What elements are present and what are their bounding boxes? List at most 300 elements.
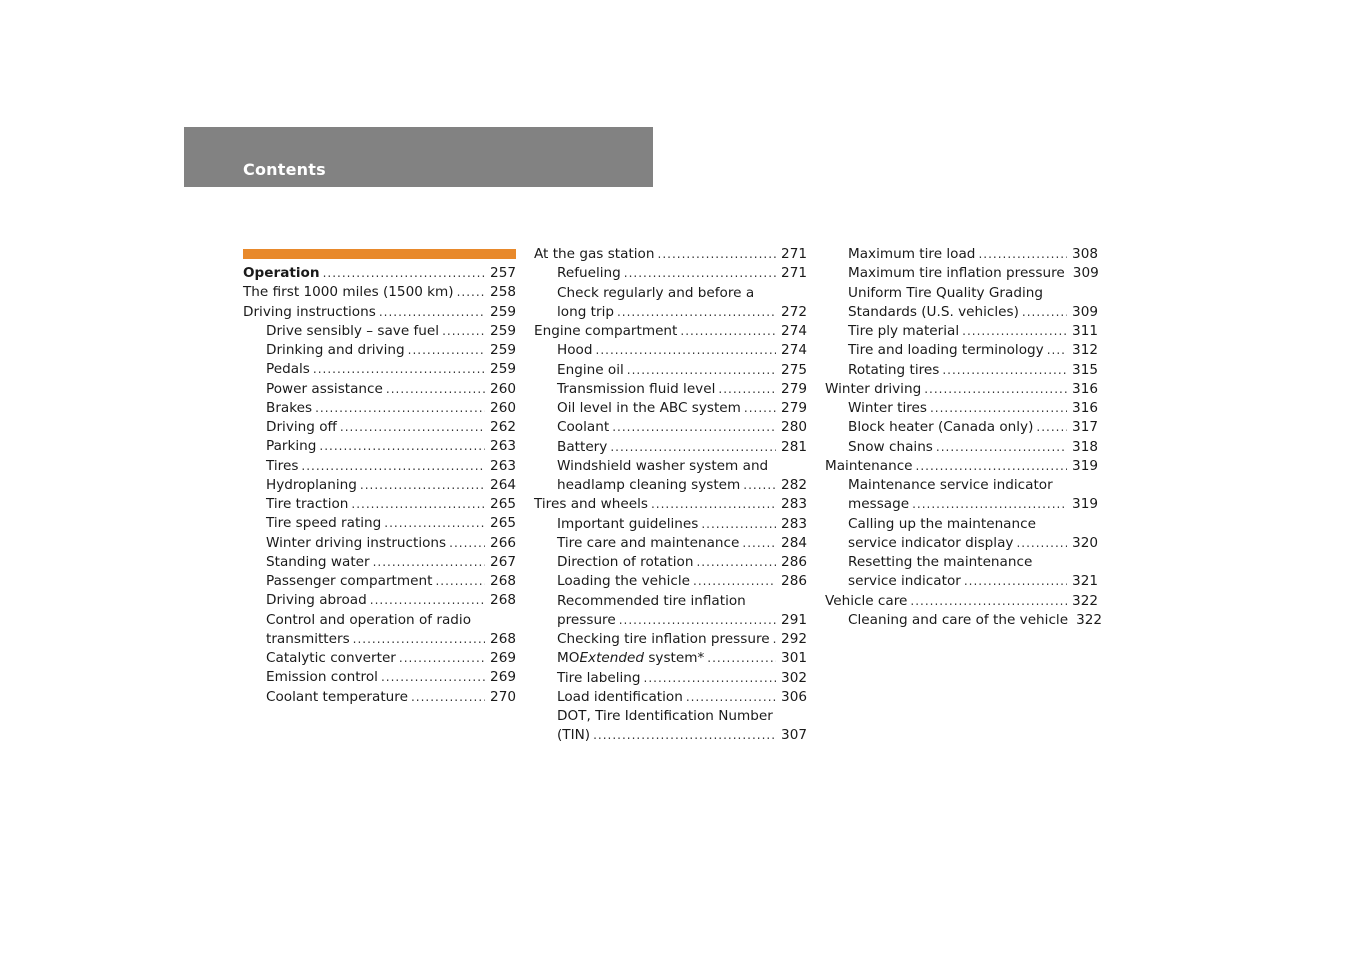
toc-entry-title [557,264,621,283]
dot-leader [399,649,485,668]
dot-leader [936,438,1067,457]
dot-leader [408,341,485,360]
toc-entry-title [266,514,381,533]
toc-page-number: 275 [781,361,807,378]
dot-leader [612,418,776,437]
toc-page-number: 292 [781,631,807,647]
toc-entry[interactable] [243,360,516,379]
dot-leader [351,495,485,514]
toc-entry-title-part: Tire speed rating [266,515,382,532]
dot-leader [644,669,776,688]
dot-leader [373,553,485,572]
toc-page-number: 265 [490,515,516,532]
toc-page-number: 274 [781,342,807,359]
toc-entry-title [266,418,337,437]
toc-page-number: 259 [490,361,516,378]
toc-column-3 [825,245,1103,630]
dot-leader [718,380,776,399]
toc-entry[interactable] [243,649,516,668]
toc-entry[interactable] [534,380,807,399]
toc-entry-title [825,592,907,611]
toc-entry-title [243,264,320,283]
dot-leader [707,649,776,668]
dot-leader [1022,303,1067,322]
dot-leader [693,572,776,591]
toc-entry-title-part: Hydroplaning [266,476,357,493]
toc-entry[interactable] [243,264,516,283]
toc-entry-title-part: Parking [266,438,317,455]
toc-entry-title: Check regularly and before a [557,284,755,301]
dot-leader [924,380,1067,399]
toc-page-number: 318 [1072,438,1098,455]
dot-leader [315,399,485,418]
toc-entry[interactable] [243,553,516,572]
toc-entry[interactable] [825,361,1098,380]
toc-entry-title [848,399,927,418]
toc-page-number: 280 [781,419,807,436]
toc-entry[interactable] [243,591,516,610]
toc-entry[interactable] [243,418,516,437]
toc-entry[interactable] [825,515,1098,554]
toc-entry-title [266,360,310,379]
toc-entry-title: DOT, Tire Identification Number [557,708,773,724]
dot-leader [658,245,777,264]
dot-leader [435,572,485,591]
toc-page-number: 309 [1072,303,1098,320]
toc-entry-title [557,630,770,649]
page-title: Contents [243,160,326,179]
toc-entry[interactable] [825,341,1098,360]
toc-entry-title [848,341,1044,360]
toc-entry[interactable] [243,283,516,302]
toc-page-number: 283 [781,496,807,513]
toc-entry[interactable] [534,592,807,631]
dot-leader [457,283,485,302]
dot-leader [610,438,776,457]
toc-entry-title-part: Hood [557,342,593,359]
toc-entry-title [848,361,939,380]
toc-entry-title: Maintenance service indicator [848,477,1053,493]
toc-page-number: 302 [781,669,807,686]
toc-entry-title [557,399,741,418]
toc-entry-title [557,688,683,707]
dot-leader [1016,534,1067,553]
dot-leader [353,630,485,649]
toc-page-number: 269 [490,669,516,686]
toc-page-number: 260 [490,380,516,397]
toc-entry-title-part: Emission control [266,669,378,686]
toc-entry[interactable] [825,418,1098,437]
dot-leader [386,380,485,399]
toc-page-number: 283 [781,515,807,532]
toc-entry[interactable] [534,630,807,649]
dot-leader [624,264,776,283]
toc-page-number: 274 [781,323,807,339]
toc-entry-title-part: Driving instructions [243,303,376,320]
toc-entry-title-continued: Standards (U.S. vehicles) [848,303,1019,320]
toc-entry-title-part: Tire care and maintenance [557,534,740,551]
toc-entry-title-part: Maintenance [825,457,913,474]
toc-entry-title [243,283,454,302]
toc-entry[interactable] [534,553,807,572]
toc-entry-title [848,438,933,457]
toc-entry[interactable] [534,418,807,437]
dot-leader [593,726,776,745]
toc-entry-title [266,553,370,572]
toc-entry[interactable] [825,245,1098,264]
toc-entry-title [557,341,593,360]
dot-leader [596,341,777,360]
toc-entry-title [266,591,367,610]
dot-leader [619,611,776,630]
dot-leader [1036,418,1067,437]
toc-page-number: 272 [781,303,807,320]
toc-entry-title-continued: message [848,496,910,513]
toc-page-number: 286 [781,573,807,590]
toc-page-number: 268 [490,630,516,647]
toc-entry-title [848,418,1033,437]
toc-entry-title [825,457,913,476]
toc-entry[interactable] [825,438,1098,457]
toc-entry[interactable] [825,611,1103,630]
toc-entry-title [557,380,715,399]
toc-entry-title-part: Snow chains [848,438,933,455]
toc-entry[interactable] [534,688,807,707]
toc-entry-title-part: Tires [266,457,299,474]
dot-leader [617,303,776,322]
toc-entry-title [848,245,975,264]
dot-leader [384,514,485,533]
toc-entry-title [557,669,641,688]
toc-entry[interactable] [243,534,516,553]
toc-entry-title [266,668,378,687]
toc-entry-title-continued: service indicator display [848,534,1014,551]
dot-leader [319,437,485,456]
dot-leader [449,534,485,553]
toc-page-number: 262 [490,419,516,435]
toc-entry[interactable] [534,515,807,534]
toc-page-number: 260 [490,399,516,416]
dot-leader [930,399,1067,418]
dot-leader [340,418,485,437]
toc-page-number: 282 [781,477,807,493]
dot-leader [651,495,776,514]
dot-leader [411,688,485,707]
dot-leader [912,495,1067,514]
toc-entry-title [266,688,408,707]
section-accent-bar [243,249,516,259]
toc-entry-title [266,457,298,476]
toc-entry-title-part: Loading the vehicle [557,573,690,590]
toc-entry-title-part: Passenger compartment [266,573,433,589]
toc-page-number: 258 [490,284,516,301]
toc-page-number: 286 [781,554,807,570]
toc-entry[interactable] [534,438,807,457]
toc-entry-title-part: The first 1000 miles (1500 km) [243,284,454,301]
toc-entry-title: Resetting the maintenance [848,554,1033,570]
dot-leader [744,399,776,418]
toc-entry-title-continued: service indicator [848,573,961,590]
toc-entry-title-part: Vehicle care [825,592,908,609]
toc-entry-title: Control and operation of radio [266,611,472,628]
toc-entry-title-part: Tires and wheels [534,496,648,513]
toc-entry[interactable] [534,669,807,688]
toc-entry[interactable] [243,399,516,418]
dot-leader [301,457,485,476]
dot-leader [910,592,1067,611]
dot-leader [942,361,1067,380]
toc-entry-title [266,341,405,360]
toc-entry-title [557,534,739,553]
toc-entry-title-part: Winter driving instructions [266,534,447,551]
toc-entry-title-continued: (TIN) [557,727,591,744]
toc-entry-title [534,495,648,514]
toc-entry[interactable] [243,380,516,399]
toc-entry[interactable] [825,592,1098,611]
dot-leader [962,322,1067,341]
toc-entry-title-part: Operation [243,265,320,281]
toc-page-number: 309 [1072,265,1099,282]
dot-leader [686,688,776,707]
toc-page-number: 279 [781,400,807,416]
toc-entry-title-suffix: system* [644,650,705,667]
toc-entry[interactable] [534,707,807,746]
toc-entry-title [243,303,376,322]
toc-page-number: 269 [490,650,516,666]
toc-entry-title-part: Refueling [557,265,621,282]
toc-page-number: 301 [781,650,807,667]
toc-entry-title-part: Brakes [266,399,313,416]
toc-page-number: 306 [781,688,807,705]
toc-entry-title [557,515,698,534]
toc-entry-title-part: Battery [557,438,608,455]
dot-leader [696,553,776,572]
toc-page-number: 265 [490,496,516,512]
toc-entry-title: Recommended tire inflation [557,592,746,609]
toc-page-number: 284 [781,534,807,551]
toc-page-number: 308 [1072,246,1098,262]
toc-entry-title-part: MO [557,650,580,667]
toc-entry-title [266,572,432,591]
toc-entry-title [266,476,357,495]
toc-page-number: 281 [781,438,807,455]
dot-leader [442,322,485,341]
toc-entry-title-part: Tire ply material [848,323,960,339]
toc-entry[interactable] [534,264,807,283]
dot-leader [701,515,776,534]
toc-entry-title-part: Rotating tires [848,361,940,378]
toc-entry[interactable] [243,688,516,707]
toc-entry-title [848,322,959,341]
toc-page-number: 322 [1072,592,1098,609]
toc-entry[interactable] [534,534,807,553]
toc-entry[interactable] [825,284,1098,323]
dot-leader [743,476,776,495]
toc-page-number: 316 [1072,380,1098,397]
toc-page-number: 267 [490,553,516,570]
toc-entry-title-part: Winter tires [848,400,927,416]
dot-leader [627,361,776,380]
dot-leader [313,360,485,379]
toc-entry-title-part: Standing water [266,553,370,570]
toc-page-number: 311 [1072,323,1098,339]
dot-leader [978,245,1067,264]
toc-entry[interactable] [243,476,516,495]
dot-leader [1047,341,1067,360]
toc-entry-title-part: Power assistance [266,380,383,397]
toc-entry-title [557,553,693,572]
toc-entry-title-part: Transmission fluid level [557,380,716,397]
toc-entry-title [266,495,348,514]
toc-entry-title-part: Important guidelines [557,515,699,532]
toc-entry-title-continued: pressure [557,611,616,628]
toc-column-1 [243,264,516,707]
toc-entry[interactable] [534,341,807,360]
toc-page-number: 263 [490,438,516,455]
toc-entry-title-part: At the gas station [534,246,655,262]
toc-page-number: 259 [490,342,516,358]
toc-entry[interactable] [534,572,807,591]
toc-entry-title-part: Coolant [557,419,610,436]
toc-page-number: 257 [490,265,516,281]
toc-page-number: 312 [1072,342,1098,359]
toc-entry-title-continued: headlamp cleaning system [557,477,741,493]
toc-entry[interactable] [534,284,807,323]
dot-leader [742,534,776,553]
toc-entry-title [557,438,607,457]
toc-entry[interactable] [243,495,516,514]
toc-page-number: 307 [781,727,807,744]
toc-entry-title-part: Drive sensibly – save fuel [266,322,440,339]
toc-entry-title [534,322,677,341]
toc-entry-title-part: Maximum tire load [848,246,976,262]
toc-entry-title-part: Drinking and driving [266,342,405,358]
toc-page-number: 291 [781,611,807,628]
toc-entry[interactable] [243,322,516,341]
toc-entry-title [557,361,624,380]
toc-entry[interactable] [825,264,1098,283]
toc-page-number: 259 [490,303,516,320]
dot-leader [773,630,776,649]
dot-leader [964,572,1067,591]
toc-entry-title-part: Engine compartment [534,323,678,339]
toc-entry-title [557,418,609,437]
dot-leader [323,264,485,283]
toc-entry[interactable] [243,457,516,476]
toc-page-number: 268 [490,573,516,589]
toc-entry-title-part: Catalytic converter [266,650,396,666]
toc-entry[interactable] [534,399,807,418]
toc-entry-title: Windshield washer system and [557,457,769,474]
toc-page-number: 266 [490,534,516,551]
dot-leader [360,476,485,495]
toc-entry-title [266,380,383,399]
toc-page-number: 321 [1072,573,1098,590]
toc-entry-title-part: Driving off [266,419,337,435]
toc-entry-title-part: Oil level in the ABC system [557,400,741,416]
toc-page-number: 319 [1072,457,1098,474]
toc-entry-title-part: Driving abroad [266,592,367,609]
toc-entry[interactable] [825,399,1098,418]
toc-entry[interactable] [534,361,807,380]
toc-page-number: 271 [781,246,807,262]
toc-page-number: 263 [490,457,516,474]
dot-leader [370,591,485,610]
toc-entry-title-part: Cleaning and care of the vehicle [848,611,1069,628]
toc-entry-title [557,649,704,668]
toc-page-number: 259 [490,322,516,339]
dot-leader [916,457,1067,476]
toc-page-number: 320 [1072,534,1098,551]
toc-entry[interactable] [825,380,1098,399]
toc-entry[interactable] [243,668,516,687]
toc-entry-title [534,245,655,264]
toc-entry-title [557,572,690,591]
toc-page-number: 268 [490,592,516,609]
toc-entry[interactable] [825,553,1098,592]
toc-entry[interactable] [825,476,1098,515]
header-bar [184,127,653,187]
toc-entry-title-part: Tire traction [266,496,349,512]
toc-entry-title: Calling up the maintenance [848,515,1036,532]
toc-entry[interactable] [534,495,807,514]
toc-entry[interactable] [243,303,516,322]
toc-entry-title-part: Coolant temperature [266,688,408,705]
toc-entry[interactable] [534,322,807,341]
toc-page-number: 270 [490,688,516,705]
toc-entry[interactable] [243,514,516,533]
toc-entry-title-part: Block heater (Canada only) [848,419,1034,436]
toc-entry[interactable] [243,572,516,591]
toc-entry-title [266,649,396,668]
toc-entry[interactable] [243,341,516,360]
toc-entry-title-part: Load identification [557,688,683,705]
toc-page-number: 279 [781,380,807,397]
toc-entry-title [848,611,1068,630]
toc-page-number: 322 [1076,611,1103,628]
toc-entry-title [848,264,1065,283]
toc-entry-title [266,437,316,456]
dot-leader [379,303,485,322]
toc-entry-title-part: Tire labeling [557,669,641,686]
toc-entry[interactable] [243,437,516,456]
toc-entry[interactable] [243,611,516,650]
dot-leader [381,668,485,687]
toc-column-2 [534,245,807,746]
toc-entry-title [825,380,921,399]
toc-entry-title [266,399,312,418]
toc-entry[interactable] [534,649,807,668]
toc-entry-title-part: Maximum tire inflation pressure [848,265,1065,282]
toc-entry-title-continued: transmitters [266,630,350,647]
toc-entry-title-part: Winter driving [825,380,922,397]
toc-page-number: 317 [1072,419,1098,436]
toc-entry-title [266,534,446,553]
toc-entry-title-part: Direction of rotation [557,554,694,570]
toc-entry-title-italic: Extended [579,650,645,667]
toc-entry-title-continued: long trip [557,303,614,320]
toc-entry[interactable] [534,457,807,496]
toc-entry-title: Uniform Tire Quality Grading [848,284,1043,301]
toc-entry-title-part: Checking tire inflation pressure [557,631,770,647]
dot-leader [680,322,776,341]
toc-page-number: 319 [1072,496,1098,513]
toc-entry-title-part: Engine oil [557,361,624,378]
toc-entry[interactable] [825,322,1098,341]
toc-entry-title [266,322,439,341]
toc-entry[interactable] [534,245,807,264]
toc-entry[interactable] [825,457,1098,476]
